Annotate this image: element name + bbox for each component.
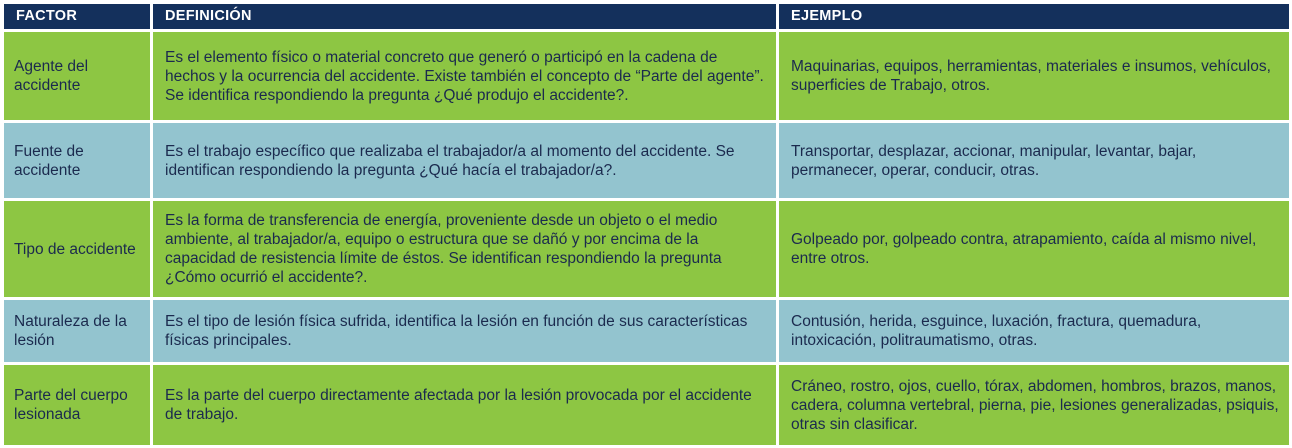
header-factor: FACTOR: [4, 4, 153, 32]
row-4-factor: Naturaleza de la lesión: [4, 300, 153, 365]
row-3-factor: Tipo de accidente: [4, 201, 153, 300]
header-definicion: DEFINICIÓN: [153, 4, 779, 32]
row-4-definicion: Es el tipo de lesión física sufrida, identifica la lesión en función de sus características físicas principales.: [153, 300, 779, 365]
row-2-factor: Fuente de accidente: [4, 123, 153, 201]
row-2-ejemplo: Transportar, desplazar, accionar, manipular, levantar, bajar, permanecer, operar, conducir, otras.: [779, 123, 1289, 201]
row-5-ejemplo: Cráneo, rostro, ojos, cuello, tórax, abdomen, hombros, brazos, manos, cadera, columna vertebral, pierna, pie, lesiones generalizadas, psiquis, otras sin clasificar.: [779, 365, 1289, 448]
header-ejemplo: EJEMPLO: [779, 4, 1289, 32]
row-2-definicion: Es el trabajo específico que realizaba el trabajador/a al momento del accidente. Se identifican respondiendo la pregunta ¿Qué hacía el trabajador/a?.: [153, 123, 779, 201]
row-3-definicion: Es la forma de transferencia de energía, proveniente desde un objeto o el medio ambiente, al trabajador/a, equipo o estructura que se dañó y por encima de la capacidad de resistencia límite de éstos. Se identifican respondiendo la pregunta ¿Cómo ocurrió el accidente?.: [153, 201, 779, 300]
row-1-ejemplo: Maquinarias, equipos, herramientas, materiales e insumos, vehículos, superficies de Trabajo, otros.: [779, 32, 1289, 123]
row-1-definicion: Es el elemento físico o material concreto que generó o participó en la cadena de hechos y la ocurrencia del accidente. Existe también el concepto de “Parte del agente”. Se identifica respondiendo la pregunta ¿Qué produjo el accidente?.: [153, 32, 779, 123]
accident-factors-table: [4, 4, 1289, 448]
row-3-ejemplo: Golpeado por, golpeado contra, atrapamiento, caída al mismo nivel, entre otros.: [779, 201, 1289, 300]
row-1-factor: Agente del accidente: [4, 32, 153, 123]
row-4-ejemplo: Contusión, herida, esguince, luxación, fractura, quemadura, intoxicación, politraumatismo, otras.: [779, 300, 1289, 365]
row-5-definicion: Es la parte del cuerpo directamente afectada por la lesión provocada por el accidente de trabajo.: [153, 365, 779, 448]
row-5-factor: Parte del cuerpo lesionada: [4, 365, 153, 448]
